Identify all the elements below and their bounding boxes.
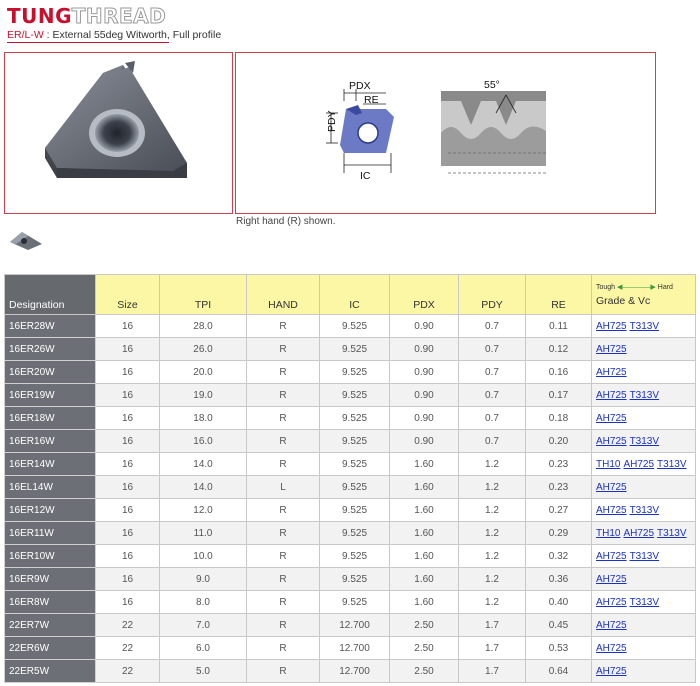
cell-hand: R (247, 384, 320, 407)
cell-tpi: 16.0 (160, 430, 247, 453)
grade-link[interactable]: AH725 (596, 343, 627, 355)
label-ic: IC (360, 170, 371, 182)
grade-link[interactable]: AH725 (596, 481, 627, 493)
cell-hand: R (247, 315, 320, 338)
cell-designation: 16ER12W (5, 499, 96, 522)
cell-ic: 9.525 (320, 430, 390, 453)
cell-pdx: 2.50 (390, 660, 459, 683)
grade-link[interactable]: AH725 (596, 642, 627, 654)
label-pdx: PDX (349, 80, 371, 92)
col-pdy: PDY (459, 275, 526, 315)
cell-size: 16 (96, 407, 160, 430)
cell-hand: R (247, 499, 320, 522)
cell-designation: 22ER7W (5, 614, 96, 637)
grade-link[interactable]: AH725 (596, 619, 627, 631)
cell-grades (592, 476, 696, 499)
cell-re: 0.40 (526, 591, 592, 614)
cell-re: 0.23 (526, 453, 592, 476)
cell-re: 0.16 (526, 361, 592, 384)
col-size: Size (96, 275, 160, 315)
cell-designation: 16ER11W (5, 522, 96, 545)
cell-re: 0.32 (526, 545, 592, 568)
table-row (5, 568, 696, 591)
cell-pdy: 1.7 (459, 660, 526, 683)
cell-size: 22 (96, 614, 160, 637)
table-header-row (5, 275, 696, 315)
cell-tpi: 12.0 (160, 499, 247, 522)
cell-hand: R (247, 568, 320, 591)
col-ic: IC (320, 275, 390, 315)
cell-ic: 9.525 (320, 499, 390, 522)
cell-re: 0.29 (526, 522, 592, 545)
cell-tpi: 5.0 (160, 660, 247, 683)
cell-hand: R (247, 614, 320, 637)
cell-hand: R (247, 660, 320, 683)
cell-tpi: 18.0 (160, 407, 247, 430)
brand-part1: TUNG (7, 4, 72, 28)
cell-designation: 22ER6W (5, 637, 96, 660)
cell-ic: 9.525 (320, 453, 390, 476)
table-row (5, 476, 696, 499)
cell-pdx: 0.90 (390, 338, 459, 361)
grade-link[interactable]: T313V (629, 389, 660, 401)
cell-tpi: 8.0 (160, 591, 247, 614)
cell-pdx: 1.60 (390, 591, 459, 614)
grade-link[interactable]: AH725 (623, 527, 655, 539)
cell-grades (592, 361, 696, 384)
table-row (5, 315, 696, 338)
grade-link[interactable]: AH725 (596, 504, 627, 516)
product-description: : External 55deg Witworth, Full profile (43, 29, 222, 41)
table-row (5, 591, 696, 614)
col-re: RE (526, 275, 592, 315)
cell-hand: R (247, 361, 320, 384)
col-tpi: TPI (160, 275, 247, 315)
cell-ic: 9.525 (320, 545, 390, 568)
cell-ic: 9.525 (320, 361, 390, 384)
cell-grades (592, 315, 696, 338)
cell-pdy: 1.2 (459, 453, 526, 476)
cell-grades (592, 614, 696, 637)
cell-hand: R (247, 591, 320, 614)
cell-grades (592, 430, 696, 453)
cell-designation: 16ER28W (5, 315, 96, 338)
col-grade (592, 275, 696, 315)
cell-ic: 9.525 (320, 384, 390, 407)
cell-size: 16 (96, 545, 160, 568)
cell-pdy: 1.2 (459, 499, 526, 522)
cell-size: 16 (96, 522, 160, 545)
grade-link[interactable]: TH10 (596, 527, 621, 539)
table-row (5, 361, 696, 384)
cell-designation: 16ER26W (5, 338, 96, 361)
brand-part2: THREAD (71, 4, 167, 28)
table-row (5, 614, 696, 637)
cell-pdx: 2.50 (390, 614, 459, 637)
cell-grades (592, 660, 696, 683)
cell-grades (592, 499, 696, 522)
grade-link[interactable]: T313V (657, 527, 687, 539)
cell-hand: R (247, 407, 320, 430)
cell-pdy: 1.2 (459, 476, 526, 499)
cell-re: 0.17 (526, 384, 592, 407)
cell-pdx: 0.90 (390, 407, 459, 430)
product-code: ER/L-W (7, 29, 44, 41)
grade-link[interactable]: AH725 (596, 366, 627, 378)
cell-re: 0.27 (526, 499, 592, 522)
cell-designation: 16ER14W (5, 453, 96, 476)
cell-pdx: 1.60 (390, 545, 459, 568)
cell-size: 16 (96, 568, 160, 591)
insert-photo (5, 53, 234, 215)
grade-link[interactable]: AH725 (596, 389, 627, 401)
cell-size: 22 (96, 660, 160, 683)
cell-pdx: 0.90 (390, 384, 459, 407)
table-row (5, 660, 696, 683)
cell-ic: 12.700 (320, 637, 390, 660)
table-row (5, 499, 696, 522)
cell-pdy: 0.7 (459, 338, 526, 361)
cell-pdx: 2.50 (390, 637, 459, 660)
cell-tpi: 26.0 (160, 338, 247, 361)
cell-designation: 16ER10W (5, 545, 96, 568)
cell-size: 16 (96, 453, 160, 476)
grade-link[interactable]: AH725 (596, 665, 627, 677)
cell-size: 16 (96, 384, 160, 407)
cell-hand: R (247, 453, 320, 476)
grade-link[interactable]: T313V (629, 504, 660, 516)
cell-re: 0.23 (526, 476, 592, 499)
grade-link[interactable]: T313V (657, 458, 687, 470)
cell-hand: L (247, 476, 320, 499)
cell-re: 0.20 (526, 430, 592, 453)
cell-tpi: 19.0 (160, 384, 247, 407)
grade-link[interactable]: T313V (629, 550, 660, 562)
cell-size: 16 (96, 591, 160, 614)
grade-label: Grade & Vc (596, 295, 651, 307)
cell-designation: 16ER16W (5, 430, 96, 453)
cell-pdx: 1.60 (390, 476, 459, 499)
cell-ic: 9.525 (320, 338, 390, 361)
cell-pdy: 0.7 (459, 407, 526, 430)
col-designation: Designation (5, 275, 96, 315)
grade-link[interactable]: AH725 (596, 412, 627, 424)
cell-tpi: 10.0 (160, 545, 247, 568)
cell-hand: R (247, 430, 320, 453)
cell-tpi: 20.0 (160, 361, 247, 384)
cell-size: 16 (96, 361, 160, 384)
header-divider (7, 42, 169, 43)
cell-hand: R (247, 338, 320, 361)
cell-re: 0.64 (526, 660, 592, 683)
cell-designation: 16ER18W (5, 407, 96, 430)
cell-tpi: 14.0 (160, 453, 247, 476)
specs-table (4, 274, 696, 683)
cell-designation: 16ER9W (5, 568, 96, 591)
cell-pdy: 1.7 (459, 637, 526, 660)
cell-ic: 9.525 (320, 476, 390, 499)
tough-hard-scale: Tough ◀————▶ Hard (596, 284, 673, 291)
dimension-diagram-panel (235, 52, 656, 214)
cell-re: 0.12 (526, 338, 592, 361)
cell-grades (592, 338, 696, 361)
cell-size: 16 (96, 476, 160, 499)
table-row (5, 384, 696, 407)
grade-link[interactable]: T313V (629, 320, 660, 332)
cell-pdy: 0.7 (459, 361, 526, 384)
cell-pdy: 1.2 (459, 545, 526, 568)
col-hand: HAND (247, 275, 320, 315)
label-angle: 55° (484, 79, 500, 91)
table-row (5, 522, 696, 545)
table-row (5, 407, 696, 430)
cell-grades (592, 637, 696, 660)
figure-caption: Right hand (R) shown. (236, 216, 336, 227)
cell-tpi: 9.0 (160, 568, 247, 591)
table-row (5, 430, 696, 453)
table-row (5, 338, 696, 361)
cell-pdx: 1.60 (390, 499, 459, 522)
cell-re: 0.11 (526, 315, 592, 338)
table-row (5, 545, 696, 568)
cell-hand: R (247, 522, 320, 545)
cell-size: 16 (96, 315, 160, 338)
thread-profile-diagram (441, 79, 546, 173)
cell-pdy: 1.2 (459, 568, 526, 591)
cell-grades (592, 407, 696, 430)
cell-pdx: 0.90 (390, 315, 459, 338)
cell-size: 22 (96, 637, 160, 660)
cell-size: 16 (96, 430, 160, 453)
grade-link[interactable]: AH725 (623, 458, 655, 470)
cell-ic: 9.525 (320, 407, 390, 430)
cell-ic: 9.525 (320, 591, 390, 614)
cell-size: 16 (96, 338, 160, 361)
cell-pdx: 1.60 (390, 453, 459, 476)
cell-pdy: 0.7 (459, 430, 526, 453)
cell-pdx: 1.60 (390, 568, 459, 591)
grade-link[interactable]: T313V (629, 435, 660, 447)
cell-tpi: 6.0 (160, 637, 247, 660)
cell-pdy: 1.2 (459, 591, 526, 614)
cell-re: 0.53 (526, 637, 592, 660)
page-subtitle (7, 29, 221, 41)
cell-pdy: 0.7 (459, 384, 526, 407)
cell-tpi: 7.0 (160, 614, 247, 637)
cell-size: 16 (96, 499, 160, 522)
cell-hand: R (247, 545, 320, 568)
cell-ic: 9.525 (320, 522, 390, 545)
cell-grades (592, 384, 696, 407)
cell-ic: 9.525 (320, 315, 390, 338)
grade-link[interactable]: AH725 (596, 596, 627, 608)
cell-pdx: 1.60 (390, 522, 459, 545)
label-pdy: PDY (326, 110, 338, 132)
cell-grades (592, 453, 696, 476)
grade-link[interactable]: AH725 (596, 435, 627, 447)
grade-link[interactable]: T313V (629, 596, 660, 608)
grade-link[interactable]: AH725 (596, 573, 627, 585)
cell-pdy: 0.7 (459, 315, 526, 338)
cell-designation: 22ER5W (5, 660, 96, 683)
cell-re: 0.45 (526, 614, 592, 637)
col-pdx: PDX (390, 275, 459, 315)
cell-re: 0.18 (526, 407, 592, 430)
cell-grades (592, 591, 696, 614)
insert-thumbnail (8, 226, 44, 252)
cell-pdy: 1.2 (459, 522, 526, 545)
cell-designation: 16EL14W (5, 476, 96, 499)
table-row (5, 453, 696, 476)
cell-grades (592, 568, 696, 591)
table-row (5, 637, 696, 660)
cell-pdx: 0.90 (390, 430, 459, 453)
cell-pdy: 1.7 (459, 614, 526, 637)
insert-photo-panel (4, 52, 233, 214)
grade-link[interactable]: AH725 (596, 550, 627, 562)
cell-hand: R (247, 637, 320, 660)
cell-tpi: 14.0 (160, 476, 247, 499)
cell-ic: 12.700 (320, 660, 390, 683)
cell-grades (592, 545, 696, 568)
cell-grades (592, 522, 696, 545)
cell-designation: 16ER20W (5, 361, 96, 384)
cell-tpi: 11.0 (160, 522, 247, 545)
insert-diagram (326, 80, 394, 182)
cell-ic: 12.700 (320, 614, 390, 637)
cell-re: 0.36 (526, 568, 592, 591)
cell-ic: 9.525 (320, 568, 390, 591)
cell-tpi: 28.0 (160, 315, 247, 338)
brand-logo (7, 4, 166, 28)
cell-designation: 16ER8W (5, 591, 96, 614)
cell-pdx: 0.90 (390, 361, 459, 384)
dimension-diagram (236, 53, 657, 215)
label-re: RE (364, 94, 379, 106)
grade-link[interactable]: TH10 (596, 458, 621, 470)
grade-link[interactable]: AH725 (596, 320, 627, 332)
cell-designation: 16ER19W (5, 384, 96, 407)
